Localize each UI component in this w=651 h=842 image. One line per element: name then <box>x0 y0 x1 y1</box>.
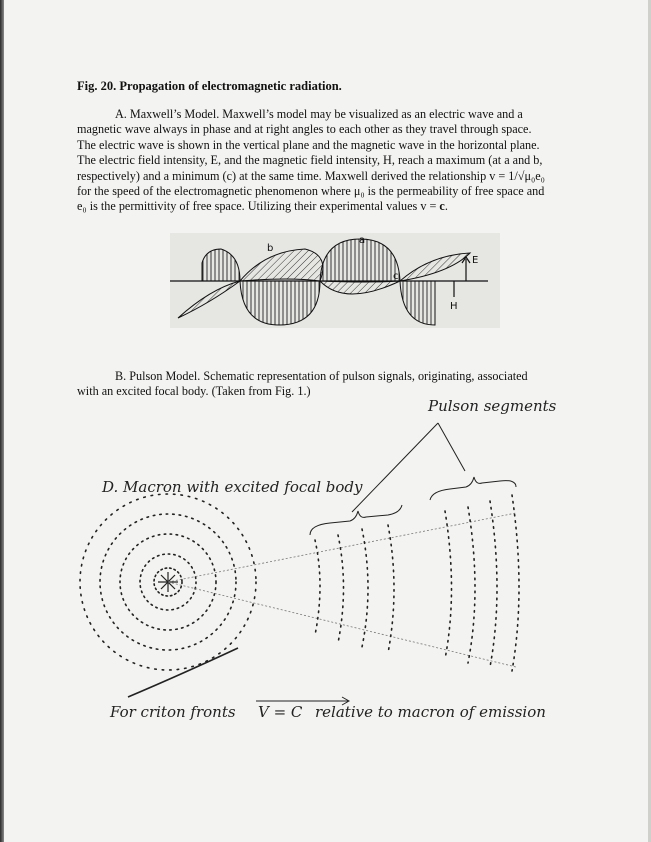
page-left-edge <box>0 0 4 842</box>
emission-cone <box>168 513 516 667</box>
section-a-line: The electric field intensity, E, and the magnetic field intensity, H, reach a maximum (at a and b, <box>77 153 543 168</box>
speed-of-light-symbol: c <box>439 199 445 214</box>
criton-fronts-label: For criton fronts <box>110 703 236 721</box>
section-a-line: for the speed of the electromagnetic phenomenon where μ₀ is the permeability of free space and <box>77 184 545 199</box>
label-e: E <box>472 255 479 266</box>
section-a-line: e₀ is the permittivity of free space. Utilizing their experimental values v = <box>77 199 440 214</box>
label-c: c <box>393 271 399 282</box>
pulson-segments-label: Pulson segments <box>428 397 557 415</box>
label-h: H <box>450 301 458 312</box>
velocity-equation: V = C <box>258 703 303 721</box>
label-a: a <box>359 235 366 246</box>
pulson-model-sketch <box>70 395 570 740</box>
section-b-line: with an excited focal body. (Taken from Fig. 1.) <box>77 384 311 399</box>
section-b-line: B. Pulson Model. Schematic representation of pulson signals, originating, associated <box>115 369 528 383</box>
sentence-end: . <box>444 199 448 214</box>
section-a-line: A. Maxwell’s Model. Maxwell’s model may be visualized as an electric wave and a <box>115 107 523 121</box>
section-a-line: magnetic wave always in phase and at right angles to each other as they travel through space. <box>77 122 532 137</box>
maxwell-wave-diagram <box>170 233 500 328</box>
pulson-pointer-lines <box>352 423 465 512</box>
section-a-last-line <box>77 199 587 214</box>
section-a-line: respectively) and a minimum (c) at the same time. Maxwell derived the relationship v = 1/√μ₀e₀ <box>77 168 545 183</box>
section-a-line: The electric wave is shown in the vertical plane and the magnetic wave in the horizontal plane. <box>77 137 540 152</box>
figure-title: Fig. 20. Propagation of electromagnetic radiation. <box>77 79 342 93</box>
brace-left <box>310 505 402 535</box>
brace-right <box>430 477 516 500</box>
relative-to-macron-label: relative to macron of emission <box>315 703 546 721</box>
macron-label: D. Macron with excited focal body <box>102 478 363 496</box>
label-b: b <box>267 243 274 254</box>
criton-pointer <box>128 648 238 697</box>
section-a-paragraph <box>77 107 587 215</box>
